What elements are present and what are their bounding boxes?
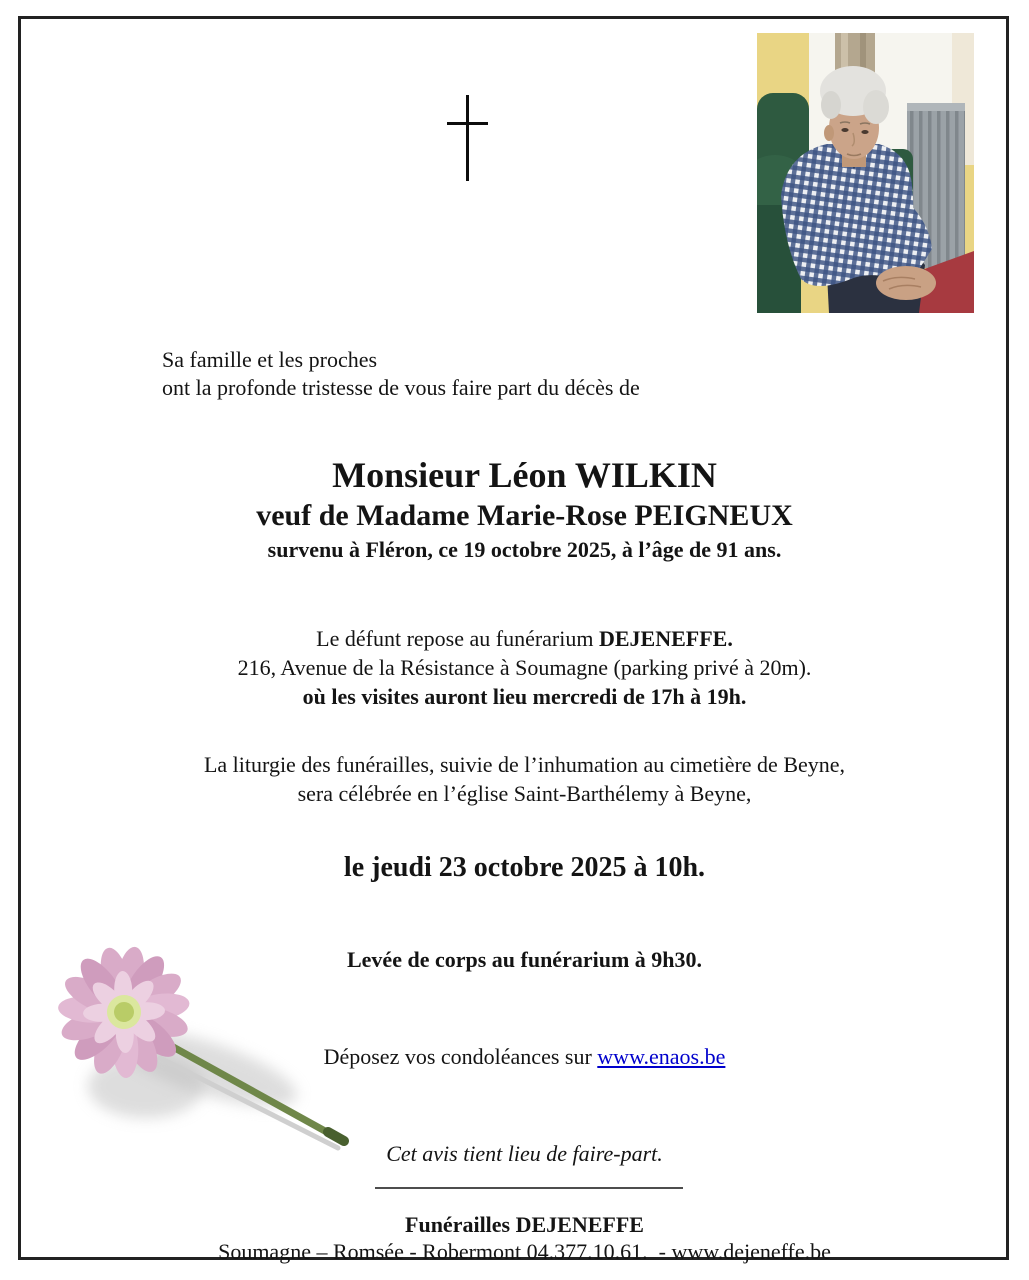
repose-prefix: Le défunt repose au funérarium: [316, 626, 599, 651]
repose-block: [40, 624, 1009, 711]
flower-image: [38, 938, 360, 1170]
latin-cross-icon: [440, 90, 495, 190]
intro-line-1: Sa famille et les proches: [162, 347, 378, 372]
deceased-spouse-line: veuf de Madame Marie-Rose PEIGNEUX: [256, 499, 793, 532]
cross-vertical-bar: [466, 95, 469, 181]
death-event-line: survenu à Fléron, ce 19 octobre 2025, à l’âge de 91 ans.: [267, 537, 782, 562]
funeral-home-name: DEJENEFFE.: [598, 626, 733, 651]
cross-horizontal-bar: [447, 122, 488, 125]
liturgy-line-1: La liturgie des funérailles, suivie de l’inhumation au cimetière de Beyne,: [203, 752, 846, 777]
repose-line: [40, 624, 1009, 653]
levee-de-corps-line: Levée de corps au funérarium à 9h30.: [346, 947, 703, 972]
repose-address: 216, Avenue de la Résistance à Soumagne (parking privé à 20m).: [237, 655, 812, 680]
deceased-portrait-photo: [757, 33, 974, 313]
deceased-name: Monsieur Léon WILKIN: [332, 455, 717, 495]
faire-part-notice: Cet avis tient lieu de faire-part.: [386, 1141, 663, 1166]
funeral-company-contact: Soumagne – Romsée - Robermont 04.377.10.61. - www.dejeneffe.be: [218, 1239, 831, 1264]
visits-line: où les visites auront lieu mercredi de 17h à 19h.: [302, 684, 747, 709]
portrait-illustration: [757, 33, 974, 313]
intro-line-2: ont la profonde tristesse de vous faire part du décès de: [162, 375, 640, 400]
ceremony-date-line: le jeudi 23 octobre 2025 à 10h.: [343, 852, 706, 883]
intro-text: [162, 346, 640, 402]
enaos-link[interactable]: www.enaos.be: [597, 1044, 726, 1069]
footer-divider-line: [375, 1187, 683, 1189]
liturgy-block: [40, 750, 1009, 808]
condolences-prefix: Déposez vos condoléances sur: [323, 1044, 598, 1069]
liturgy-line-2: sera célébrée en l’église Saint-Barthélemy à Beyne,: [297, 781, 752, 806]
funeral-company-name: Funérailles DEJENEFFE: [405, 1212, 644, 1237]
flower-illustration: [38, 938, 360, 1170]
